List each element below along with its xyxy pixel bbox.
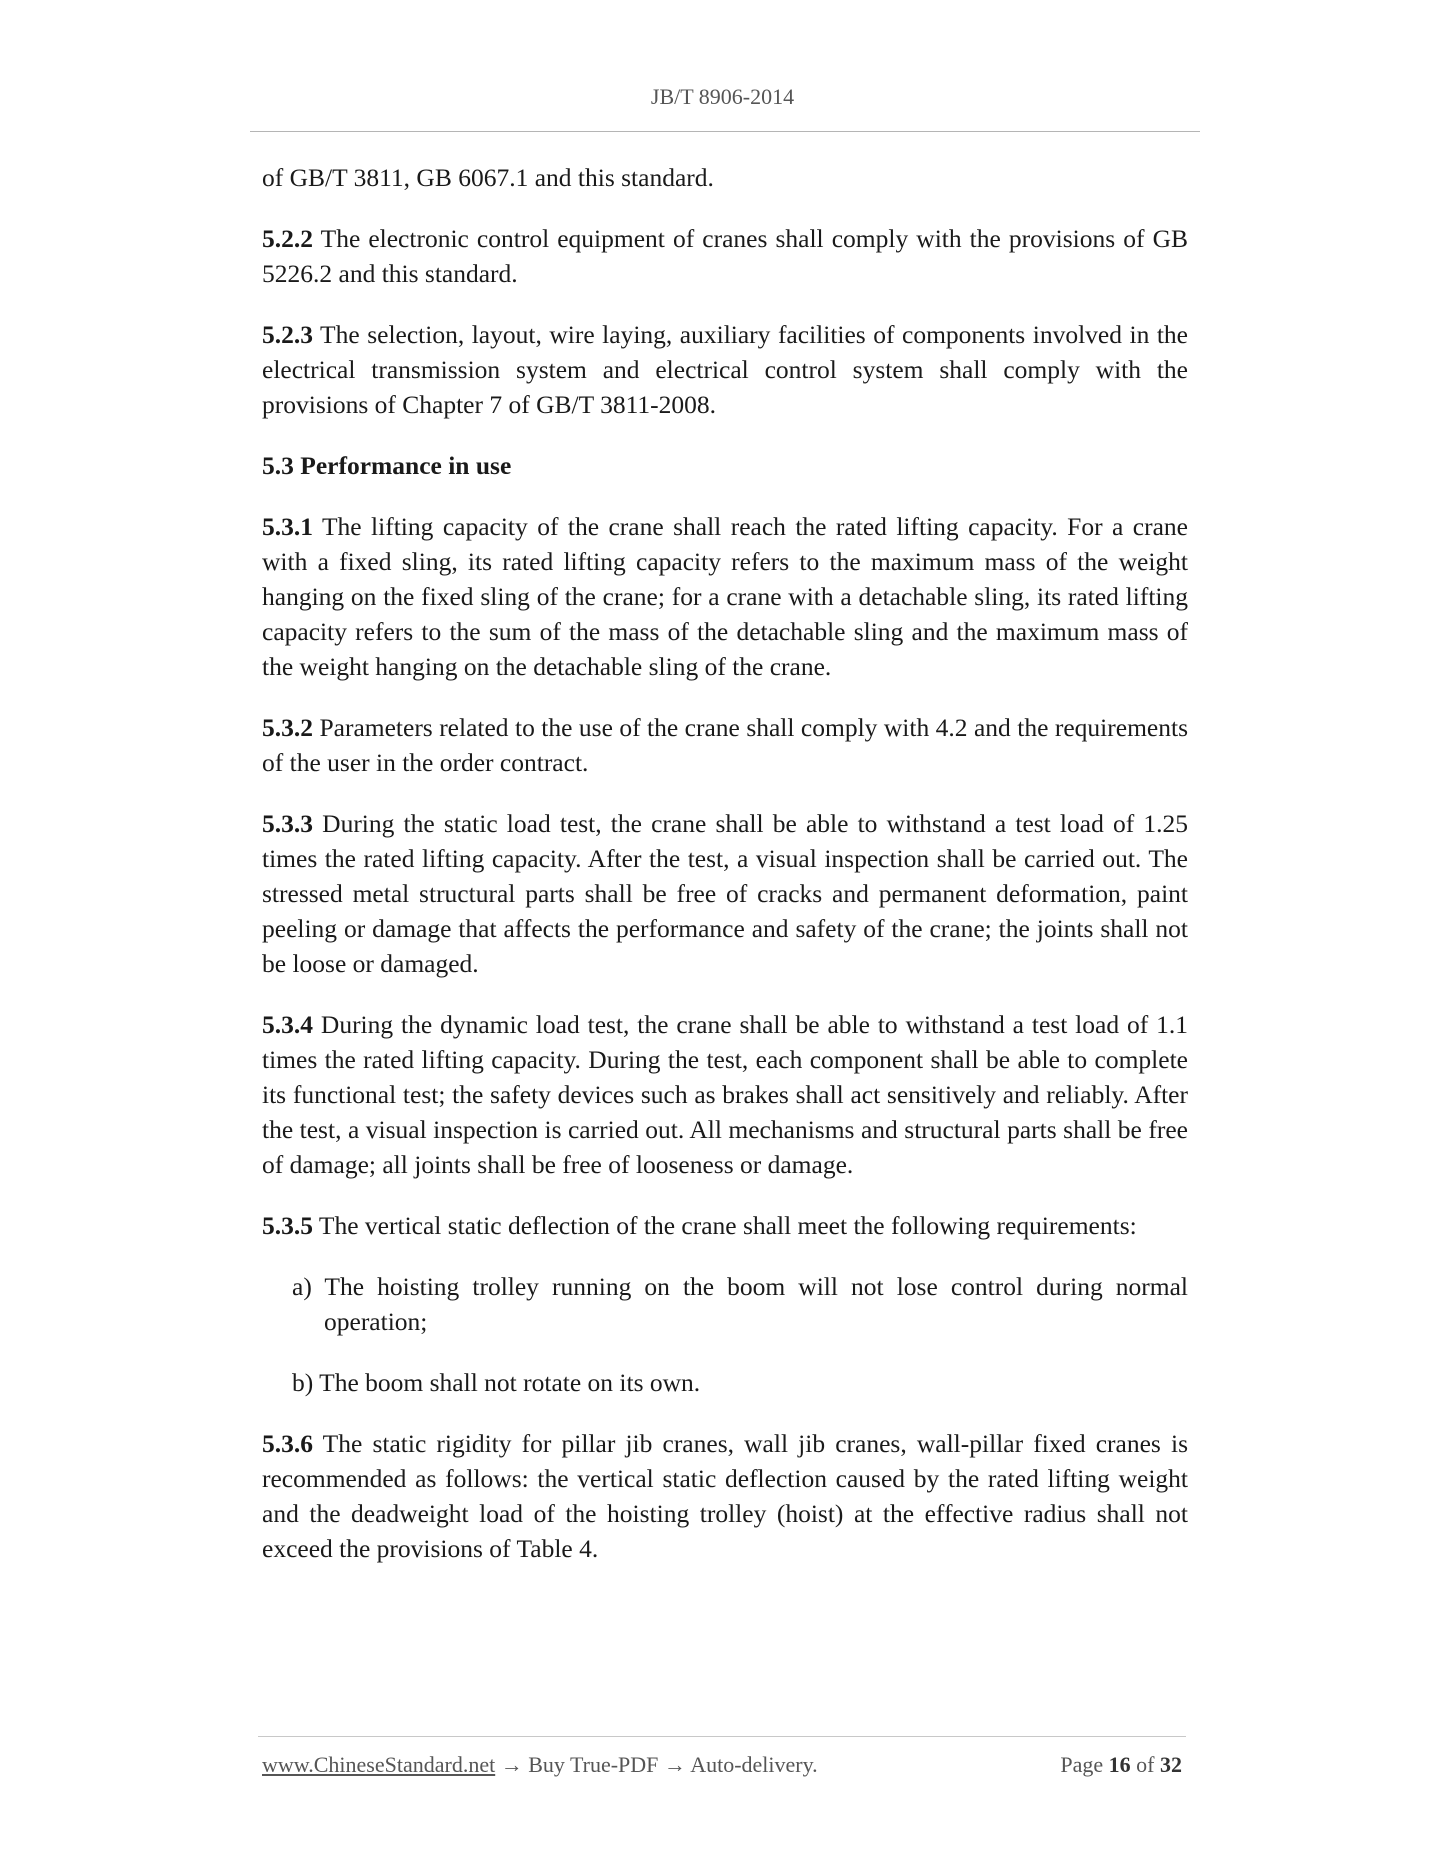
clause-text: The vertical static deflection of the crane shall meet the following requirements:: [313, 1211, 1137, 1240]
clause-number: 5.3.4: [262, 1010, 313, 1039]
clause-text: The static rigidity for pillar jib cranes, wall jib cranes, wall-pillar fixed cranes is recommended as follows: the vertical static deflection caused by the rated lifting weight and the deadweight load of the hoisting trolley (hoist) at the effective radius shall not exceed the provisions of Table 4.: [262, 1429, 1188, 1563]
page-number: [1060, 1752, 1182, 1778]
website-link[interactable]: www.ChineseStandard.net: [262, 1752, 496, 1777]
clause-number: 5.3.1: [262, 512, 313, 541]
clause-5-3-6: [262, 1426, 1188, 1566]
clause-number: 5.3.6: [262, 1429, 313, 1458]
clause-number: 5.3.5: [262, 1211, 313, 1240]
page-header: JB/T 8906-2014: [650, 84, 795, 109]
clause-5-3-3: [262, 806, 1188, 981]
clause-text: During the static load test, the crane shall be able to withstand a test load of 1.25 times the rated lifting capacity. After the test, a visual inspection shall be carried out. The stressed metal structural parts shall be free of cracks and permanent deformation, paint peeling or damage that affects the performance and safety of the crane; the joints shall not be loose or damaged.: [262, 809, 1188, 978]
clause-5-3-4: [262, 1007, 1188, 1182]
paragraph-continuation: of GB/T 3811, GB 6067.1 and this standard.: [262, 163, 714, 192]
clause-5-3-5: [262, 1208, 1188, 1243]
clause-text: The electronic control equipment of cranes shall comply with the provisions of GB 5226.2 and this standard.: [262, 224, 1188, 288]
clause-number: 5.2.3: [262, 320, 313, 349]
total-pages: 32: [1160, 1752, 1182, 1777]
document-body: [262, 160, 1188, 1592]
footer-tagline: → Buy True-PDF → Auto-delivery.: [495, 1752, 818, 1777]
clause-number: 5.2.2: [262, 224, 313, 253]
current-page: 16: [1108, 1752, 1131, 1777]
section-heading: 5.3 Performance in use: [262, 451, 512, 480]
clause-text: Parameters related to the use of the crane shall comply with 4.2 and the requirements of the user in the order contract.: [262, 713, 1188, 777]
clause-5-3-1: [262, 509, 1188, 684]
clause-number: 5.3.3: [262, 809, 313, 838]
clause-5-2-3: [262, 317, 1188, 422]
clause-number: 5.3.2: [262, 713, 313, 742]
list-item-a: a) The hoisting trolley running on the boom will not lose control during normal operation;: [292, 1272, 1188, 1336]
clause-text: During the dynamic load test, the crane shall be able to withstand a test load of 1.1 times the rated lifting capacity. During the test, each component shall be able to complete its functional test; the safety devices such as brakes shall act sensitively and reliably. After the test, a visual inspection is carried out. All mechanisms and structural parts shall be free of damage; all joints shall be free of looseness or damage.: [262, 1010, 1188, 1179]
footer-divider: [258, 1736, 1186, 1737]
header-divider: [250, 131, 1200, 132]
clause-text: The lifting capacity of the crane shall reach the rated lifting capacity. For a crane with a fixed sling, its rated lifting capacity refers to the maximum mass of the weight hanging on the fixed sling of the crane; for a crane with a detachable sling, its rated lifting capacity refers to the sum of the mass of the detachable sling and the maximum mass of the weight hanging on the detachable sling of the crane.: [262, 512, 1188, 681]
page-label: Page: [1060, 1752, 1109, 1777]
clause-5-3-2: [262, 710, 1188, 780]
clause-5-2-2: [262, 221, 1188, 291]
list-item-b: b) The boom shall not rotate on its own.: [292, 1368, 701, 1397]
footer-promo: [262, 1752, 818, 1777]
page-footer: [262, 1752, 1182, 1778]
of-label: of: [1130, 1752, 1160, 1777]
clause-text: The selection, layout, wire laying, auxiliary facilities of components involved in the electrical transmission system and electrical control system shall comply with the provisions of Chapter 7 of GB/T 3811-2008.: [262, 320, 1188, 419]
